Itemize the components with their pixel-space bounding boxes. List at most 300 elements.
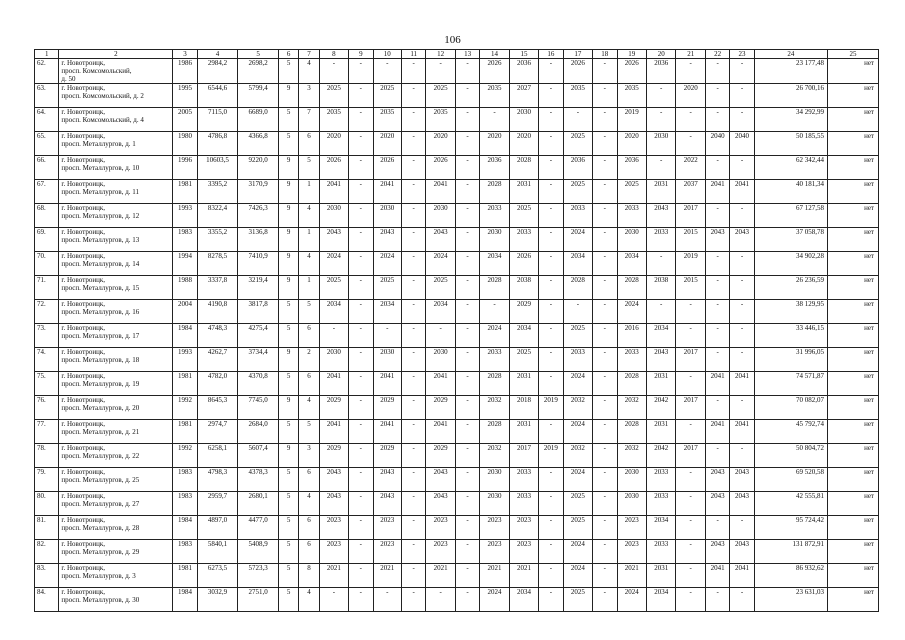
data-cell-col-11: - <box>402 228 426 252</box>
address-line: г. Новотроицк, <box>61 396 105 404</box>
data-cell-col-22: 2041 <box>705 564 729 588</box>
data-cell-col-15: 2034 <box>509 588 538 612</box>
data-cell-col-12: 2021 <box>426 564 455 588</box>
data-cell-col-5: 2698,2 <box>238 59 279 84</box>
data-cell-col-14: 2023 <box>480 516 509 540</box>
data-cell-col-18: - <box>593 108 617 132</box>
data-cell-col-4: 2984,2 <box>197 59 238 84</box>
data-cell-col-13: - <box>455 156 479 180</box>
data-cell-col-23: - <box>730 324 754 348</box>
data-cell-col-15: 2033 <box>509 468 538 492</box>
row-number-cell: 76. <box>35 396 59 420</box>
data-cell-col-24: 50 185,55 <box>754 132 827 156</box>
data-cell-col-10: 2020 <box>373 132 401 156</box>
column-header: 3 <box>173 50 197 59</box>
data-cell-col-11: - <box>402 204 426 228</box>
data-cell-col-9: - <box>349 372 373 396</box>
data-cell-col-11: - <box>402 420 426 444</box>
data-cell-col-4: 8322,4 <box>197 204 238 228</box>
data-cell-col-15: 2021 <box>509 564 538 588</box>
data-cell-col-24: 131 872,91 <box>754 540 827 564</box>
data-cell-col-14: 2030 <box>480 492 509 516</box>
data-cell-col-18: - <box>593 204 617 228</box>
table-row <box>35 252 879 276</box>
table-row <box>35 300 879 324</box>
address-cell <box>59 588 173 612</box>
column-number-header <box>35 50 879 59</box>
address-line: г. Новотроицк, <box>61 228 105 236</box>
address-line: г. Новотроицк, <box>61 59 105 67</box>
data-cell-col-4: 6544,6 <box>197 84 238 108</box>
data-cell-col-4: 5840,1 <box>197 540 238 564</box>
data-cell-col-5: 5607,4 <box>238 444 279 468</box>
data-cell-col-25: нет <box>827 59 878 84</box>
row-number-cell: 71. <box>35 276 59 300</box>
data-cell-col-14: 2030 <box>480 468 509 492</box>
data-cell-col-20: 2031 <box>646 420 675 444</box>
data-cell-col-21: - <box>676 372 705 396</box>
data-cell-col-20: 2033 <box>646 492 675 516</box>
data-cell-col-7: 5 <box>299 300 319 324</box>
data-cell-col-14: 2026 <box>480 59 509 84</box>
data-cell-col-7: 6 <box>299 324 319 348</box>
data-cell-col-25: нет <box>827 132 878 156</box>
data-cell-col-11: - <box>402 324 426 348</box>
data-cell-col-13: - <box>455 276 479 300</box>
data-cell-col-21: - <box>676 108 705 132</box>
data-cell-col-21: 2017 <box>676 396 705 420</box>
data-cell-col-22: - <box>705 444 729 468</box>
address-line: просп. Металлургов, д. 17 <box>61 332 140 340</box>
data-cell-col-13: - <box>455 396 479 420</box>
column-header: 20 <box>646 50 675 59</box>
data-cell-col-17: 2032 <box>563 396 592 420</box>
data-cell-col-23: - <box>730 59 754 84</box>
data-cell-col-22: 2043 <box>705 468 729 492</box>
data-cell-col-16: - <box>539 324 563 348</box>
data-cell-col-6: 9 <box>279 396 299 420</box>
data-cell-col-17: 2024 <box>563 372 592 396</box>
data-cell-col-14: 2033 <box>480 348 509 372</box>
data-cell-col-10: 2030 <box>373 348 401 372</box>
data-cell-col-13: - <box>455 372 479 396</box>
data-cell-col-20: 2043 <box>646 204 675 228</box>
row-number-cell: 68. <box>35 204 59 228</box>
data-cell-col-22: 2041 <box>705 180 729 204</box>
address-cell <box>59 516 173 540</box>
data-cell-col-11: - <box>402 588 426 612</box>
data-cell-col-14: 2036 <box>480 156 509 180</box>
data-cell-col-25: нет <box>827 156 878 180</box>
data-cell-col-18: - <box>593 132 617 156</box>
row-number-cell: 67. <box>35 180 59 204</box>
data-cell-col-15: 2018 <box>509 396 538 420</box>
data-cell-col-12: 2041 <box>426 420 455 444</box>
column-header: 2 <box>59 50 173 59</box>
data-cell-col-14: 2020 <box>480 132 509 156</box>
data-cell-col-21: - <box>676 564 705 588</box>
address-line: г. Новотроицк, <box>61 324 105 332</box>
data-cell-col-7: 6 <box>299 540 319 564</box>
data-cell-col-19: 2028 <box>617 372 646 396</box>
data-cell-col-20: 2030 <box>646 132 675 156</box>
data-cell-col-9: - <box>349 204 373 228</box>
data-cell-col-9: - <box>349 588 373 612</box>
data-cell-col-13: - <box>455 59 479 84</box>
data-cell-col-17: 2025 <box>563 516 592 540</box>
address-cell <box>59 396 173 420</box>
data-cell-col-13: - <box>455 252 479 276</box>
data-cell-col-7: 6 <box>299 132 319 156</box>
data-cell-col-18: - <box>593 252 617 276</box>
data-cell-col-19: 2036 <box>617 156 646 180</box>
data-cell-col-8: 2025 <box>319 84 348 108</box>
data-cell-col-23: 2043 <box>730 468 754 492</box>
data-cell-col-23: - <box>730 444 754 468</box>
row-number-cell: 82. <box>35 540 59 564</box>
data-cell-col-15: 2020 <box>509 132 538 156</box>
data-cell-col-11: - <box>402 276 426 300</box>
data-cell-col-22: - <box>705 84 729 108</box>
data-cell-col-5: 7745,0 <box>238 396 279 420</box>
data-cell-col-6: 5 <box>279 300 299 324</box>
row-number-cell: 65. <box>35 132 59 156</box>
data-cell-col-9: - <box>349 300 373 324</box>
table-row <box>35 348 879 372</box>
data-cell-col-19: 2030 <box>617 492 646 516</box>
data-cell-col-3: 1981 <box>173 420 197 444</box>
row-number-cell: 80. <box>35 492 59 516</box>
data-cell-col-12: 2034 <box>426 300 455 324</box>
data-cell-col-9: - <box>349 108 373 132</box>
data-cell-col-19: 2023 <box>617 516 646 540</box>
data-cell-col-23: 2041 <box>730 420 754 444</box>
data-cell-col-23: 2041 <box>730 180 754 204</box>
data-cell-col-25: нет <box>827 180 878 204</box>
table-row <box>35 204 879 228</box>
data-cell-col-25: нет <box>827 84 878 108</box>
data-cell-col-17: 2035 <box>563 84 592 108</box>
data-cell-col-9: - <box>349 564 373 588</box>
column-header: 14 <box>480 50 509 59</box>
data-cell-col-19: 2028 <box>617 276 646 300</box>
data-cell-col-21: 2015 <box>676 228 705 252</box>
data-cell-col-12: - <box>426 588 455 612</box>
data-cell-col-18: - <box>593 228 617 252</box>
data-cell-col-7: 6 <box>299 468 319 492</box>
data-cell-col-23: - <box>730 588 754 612</box>
address-cell <box>59 204 173 228</box>
data-cell-col-6: 9 <box>279 204 299 228</box>
address-line: г. Новотроицк, <box>61 156 105 164</box>
data-cell-col-21: - <box>676 132 705 156</box>
data-cell-col-19: 2024 <box>617 300 646 324</box>
data-cell-col-19: 2035 <box>617 84 646 108</box>
data-cell-col-20: 2036 <box>646 59 675 84</box>
data-cell-col-6: 9 <box>279 156 299 180</box>
data-cell-col-5: 5408,9 <box>238 540 279 564</box>
column-header: 1 <box>35 50 59 59</box>
data-cell-col-16: - <box>539 348 563 372</box>
data-cell-col-6: 9 <box>279 84 299 108</box>
data-cell-col-7: 6 <box>299 372 319 396</box>
data-cell-col-8: 2026 <box>319 156 348 180</box>
data-cell-col-14: 2032 <box>480 444 509 468</box>
data-cell-col-8: 2035 <box>319 108 348 132</box>
data-cell-col-15: 2030 <box>509 108 538 132</box>
data-cell-col-4: 4798,3 <box>197 468 238 492</box>
data-cell-col-3: 1981 <box>173 180 197 204</box>
table-row <box>35 180 879 204</box>
data-cell-col-5: 2751,0 <box>238 588 279 612</box>
data-cell-col-18: - <box>593 59 617 84</box>
data-cell-col-15: 2031 <box>509 180 538 204</box>
data-cell-col-15: 2027 <box>509 84 538 108</box>
data-cell-col-22: - <box>705 252 729 276</box>
column-header: 7 <box>299 50 319 59</box>
data-cell-col-24: 23 631,03 <box>754 588 827 612</box>
data-cell-col-19: 2023 <box>617 540 646 564</box>
data-cell-col-21: - <box>676 324 705 348</box>
data-cell-col-21: 2015 <box>676 276 705 300</box>
address-line: просп. Комсомольский, д. 2 <box>61 92 144 100</box>
data-cell-col-8: 2043 <box>319 468 348 492</box>
data-cell-col-9: - <box>349 276 373 300</box>
data-cell-col-24: 74 571,87 <box>754 372 827 396</box>
data-cell-col-7: 4 <box>299 588 319 612</box>
row-number-cell: 78. <box>35 444 59 468</box>
data-cell-col-16: - <box>539 564 563 588</box>
data-cell-col-17: 2033 <box>563 204 592 228</box>
data-cell-col-9: - <box>349 396 373 420</box>
data-cell-col-22: - <box>705 276 729 300</box>
housing-register-table <box>34 49 879 612</box>
data-cell-col-23: - <box>730 300 754 324</box>
data-cell-col-4: 3355,2 <box>197 228 238 252</box>
data-cell-col-4: 7115,0 <box>197 108 238 132</box>
data-cell-col-4: 8278,5 <box>197 252 238 276</box>
data-cell-col-13: - <box>455 324 479 348</box>
data-cell-col-7: 3 <box>299 84 319 108</box>
data-cell-col-8: 2034 <box>319 300 348 324</box>
address-line: просп. Металлургов, д. 1 <box>61 140 136 148</box>
table-row <box>35 108 879 132</box>
table-row <box>35 324 879 348</box>
data-cell-col-13: - <box>455 444 479 468</box>
table-row <box>35 564 879 588</box>
data-cell-col-15: 2028 <box>509 156 538 180</box>
data-cell-col-19: 2024 <box>617 588 646 612</box>
data-cell-col-11: - <box>402 132 426 156</box>
data-cell-col-5: 4366,8 <box>238 132 279 156</box>
data-cell-col-9: - <box>349 84 373 108</box>
table-row <box>35 276 879 300</box>
data-cell-col-16: - <box>539 132 563 156</box>
row-number-cell: 83. <box>35 564 59 588</box>
column-header: 13 <box>455 50 479 59</box>
table-row <box>35 396 879 420</box>
address-cell <box>59 84 173 108</box>
data-cell-col-3: 1983 <box>173 492 197 516</box>
data-cell-col-15: 2036 <box>509 59 538 84</box>
data-cell-col-24: 42 555,81 <box>754 492 827 516</box>
data-cell-col-15: 2034 <box>509 324 538 348</box>
data-cell-col-10: - <box>373 324 401 348</box>
data-cell-col-15: 2031 <box>509 372 538 396</box>
data-cell-col-18: - <box>593 516 617 540</box>
data-cell-col-3: 1984 <box>173 516 197 540</box>
data-cell-col-20: 2031 <box>646 180 675 204</box>
data-cell-col-23: - <box>730 348 754 372</box>
data-cell-col-24: 86 932,62 <box>754 564 827 588</box>
data-cell-col-6: 5 <box>279 516 299 540</box>
data-cell-col-4: 4786,8 <box>197 132 238 156</box>
data-cell-col-11: - <box>402 252 426 276</box>
data-cell-col-20: 2033 <box>646 540 675 564</box>
data-cell-col-23: 2041 <box>730 372 754 396</box>
data-cell-col-6: 5 <box>279 540 299 564</box>
data-cell-col-20: 2033 <box>646 468 675 492</box>
column-header: 5 <box>238 50 279 59</box>
address-line: просп. Комсомольский, д. 4 <box>61 116 144 124</box>
data-cell-col-11: - <box>402 564 426 588</box>
data-cell-col-21: 2017 <box>676 204 705 228</box>
data-cell-col-12: 2029 <box>426 444 455 468</box>
data-cell-col-25: нет <box>827 468 878 492</box>
data-cell-col-4: 3032,9 <box>197 588 238 612</box>
data-cell-col-22: - <box>705 588 729 612</box>
data-cell-col-13: - <box>455 84 479 108</box>
row-number-cell: 72. <box>35 300 59 324</box>
column-header: 4 <box>197 50 238 59</box>
data-cell-col-25: нет <box>827 372 878 396</box>
data-cell-col-12: 2024 <box>426 252 455 276</box>
data-cell-col-20: 2034 <box>646 588 675 612</box>
data-cell-col-9: - <box>349 492 373 516</box>
data-cell-col-25: нет <box>827 444 878 468</box>
address-line: г. Новотроицк, <box>61 84 105 92</box>
data-cell-col-16: - <box>539 516 563 540</box>
data-cell-col-24: 34 292,99 <box>754 108 827 132</box>
address-cell <box>59 228 173 252</box>
data-cell-col-18: - <box>593 348 617 372</box>
data-cell-col-14: - <box>480 300 509 324</box>
data-cell-col-17: 2024 <box>563 420 592 444</box>
table-row <box>35 132 879 156</box>
table-row <box>35 59 879 84</box>
data-cell-col-25: нет <box>827 492 878 516</box>
data-cell-col-20: 2034 <box>646 516 675 540</box>
data-cell-col-7: 4 <box>299 252 319 276</box>
address-line: г. Новотроицк, <box>61 348 105 356</box>
data-cell-col-3: 1984 <box>173 588 197 612</box>
data-cell-col-7: 1 <box>299 276 319 300</box>
data-cell-col-13: - <box>455 300 479 324</box>
data-cell-col-14: 2032 <box>480 396 509 420</box>
data-cell-col-14: 2024 <box>480 588 509 612</box>
data-cell-col-3: 1996 <box>173 156 197 180</box>
data-cell-col-23: - <box>730 276 754 300</box>
data-cell-col-25: нет <box>827 228 878 252</box>
data-cell-col-25: нет <box>827 108 878 132</box>
data-cell-col-17: 2032 <box>563 444 592 468</box>
data-cell-col-12: 2043 <box>426 468 455 492</box>
address-line: г. Новотроицк, <box>61 180 105 188</box>
data-cell-col-11: - <box>402 180 426 204</box>
data-cell-col-19: 2032 <box>617 396 646 420</box>
data-cell-col-3: 1983 <box>173 228 197 252</box>
data-cell-col-24: 34 902,28 <box>754 252 827 276</box>
table-row <box>35 540 879 564</box>
data-cell-col-10: 2021 <box>373 564 401 588</box>
address-line: г. Новотроицк, <box>61 108 105 116</box>
column-header: 6 <box>279 50 299 59</box>
data-cell-col-20: - <box>646 108 675 132</box>
data-cell-col-24: 67 127,58 <box>754 204 827 228</box>
data-cell-col-6: 5 <box>279 468 299 492</box>
data-cell-col-21: 2019 <box>676 252 705 276</box>
data-cell-col-23: - <box>730 396 754 420</box>
data-cell-col-17: - <box>563 300 592 324</box>
data-cell-col-24: 45 792,74 <box>754 420 827 444</box>
address-cell <box>59 252 173 276</box>
data-cell-col-21: 2020 <box>676 84 705 108</box>
data-cell-col-4: 4190,8 <box>197 300 238 324</box>
data-cell-col-20: 2042 <box>646 444 675 468</box>
data-cell-col-25: нет <box>827 516 878 540</box>
data-cell-col-19: 2030 <box>617 228 646 252</box>
data-cell-col-17: 2025 <box>563 588 592 612</box>
data-cell-col-9: - <box>349 324 373 348</box>
data-cell-col-19: 2030 <box>617 468 646 492</box>
table-body <box>35 59 879 612</box>
data-cell-col-3: 1988 <box>173 276 197 300</box>
address-cell <box>59 492 173 516</box>
data-cell-col-6: 5 <box>279 372 299 396</box>
data-cell-col-12: 2030 <box>426 348 455 372</box>
data-cell-col-14: 2028 <box>480 420 509 444</box>
data-cell-col-3: 1995 <box>173 84 197 108</box>
data-cell-col-12: 2029 <box>426 396 455 420</box>
row-number-cell: 74. <box>35 348 59 372</box>
data-cell-col-15: 2026 <box>509 252 538 276</box>
data-cell-col-7: 8 <box>299 564 319 588</box>
data-cell-col-11: - <box>402 156 426 180</box>
data-cell-col-5: 2684,0 <box>238 420 279 444</box>
data-cell-col-25: нет <box>827 276 878 300</box>
data-cell-col-23: 2040 <box>730 132 754 156</box>
address-line: просп. Металлургов, д. 12 <box>61 212 140 220</box>
data-cell-col-10: - <box>373 588 401 612</box>
data-cell-col-22: 2043 <box>705 228 729 252</box>
data-cell-col-14: 2028 <box>480 372 509 396</box>
data-cell-col-17: - <box>563 108 592 132</box>
data-cell-col-24: 38 129,95 <box>754 300 827 324</box>
data-cell-col-13: - <box>455 564 479 588</box>
address-line: д. 50 <box>61 75 76 83</box>
data-cell-col-24: 69 520,58 <box>754 468 827 492</box>
column-header: 23 <box>730 50 754 59</box>
data-cell-col-20: 2031 <box>646 564 675 588</box>
data-cell-col-24: 95 724,42 <box>754 516 827 540</box>
data-cell-col-6: 9 <box>279 348 299 372</box>
row-number-cell: 62. <box>35 59 59 84</box>
data-cell-col-23: 2043 <box>730 540 754 564</box>
data-cell-col-6: 5 <box>279 420 299 444</box>
data-cell-col-5: 6689,0 <box>238 108 279 132</box>
data-cell-col-8: 2023 <box>319 540 348 564</box>
data-cell-col-17: 2025 <box>563 492 592 516</box>
